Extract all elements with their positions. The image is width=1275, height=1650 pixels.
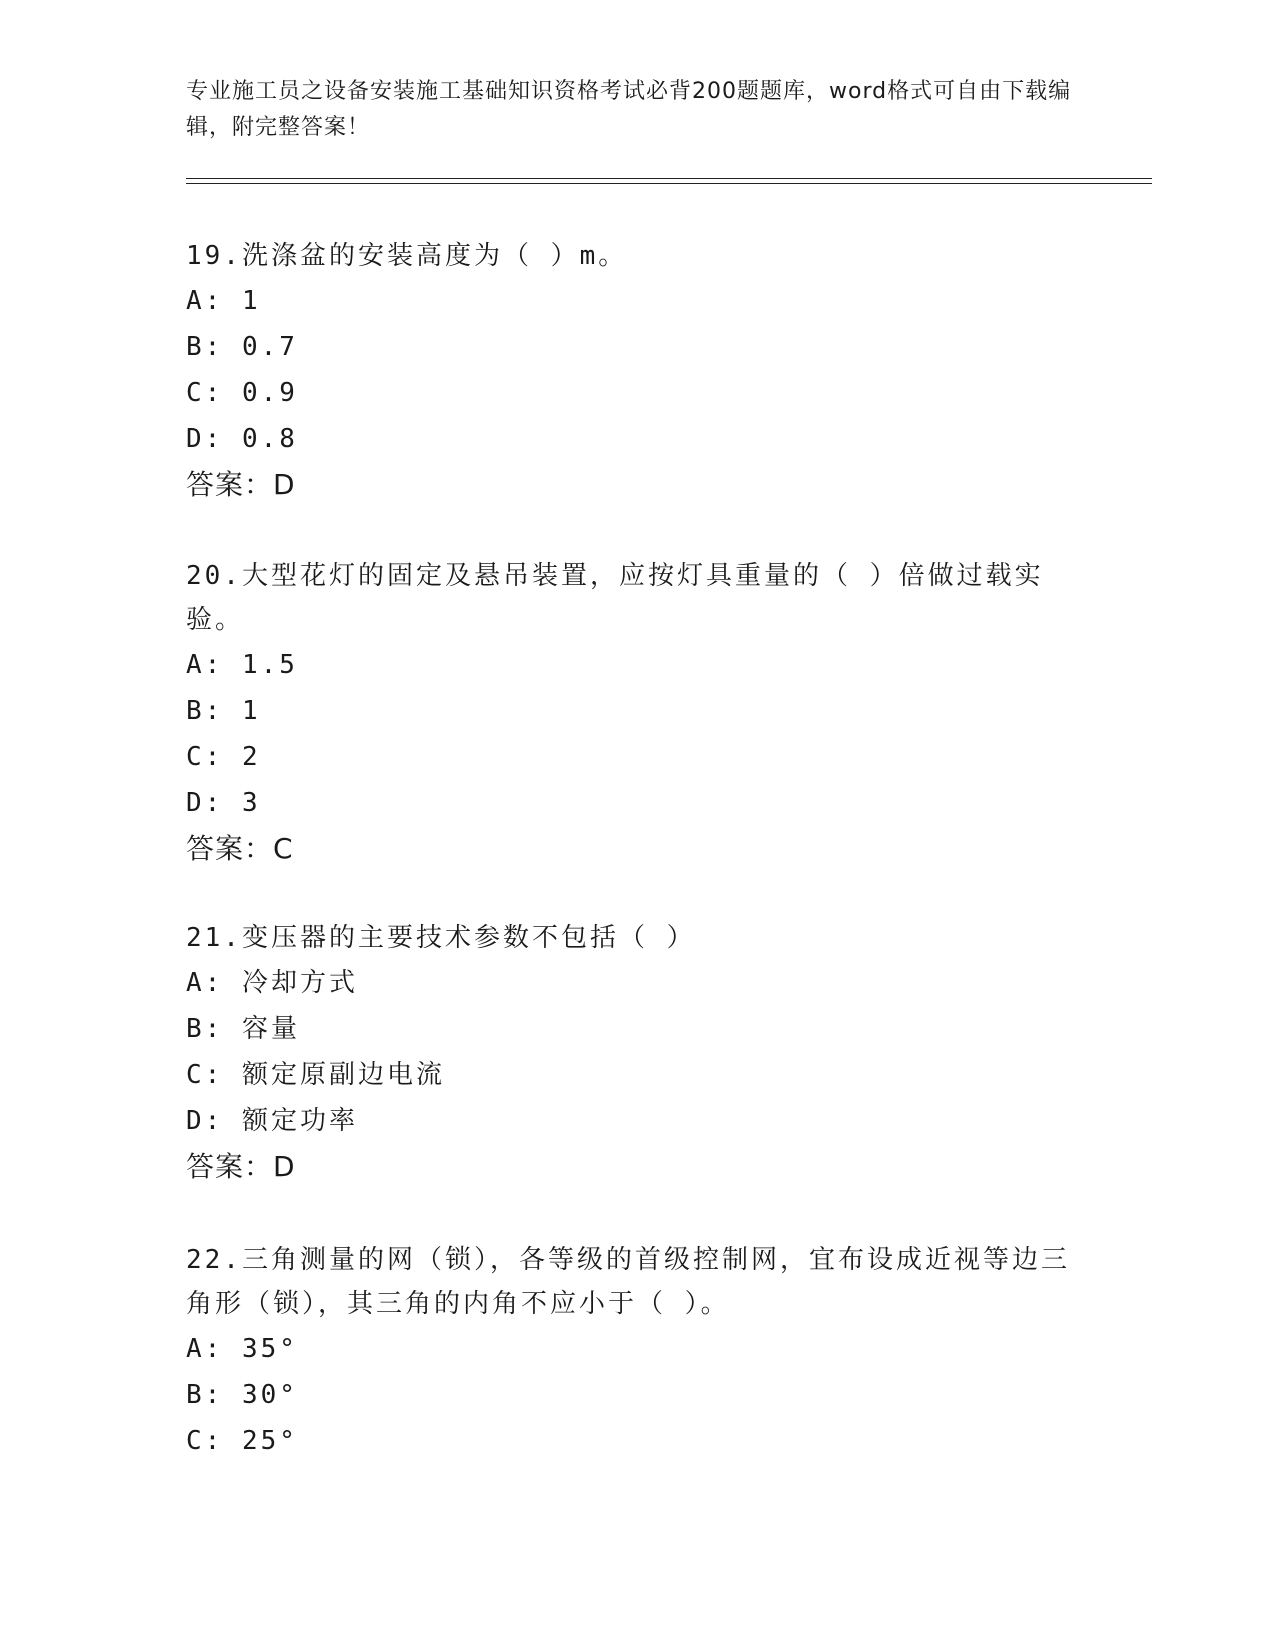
question-22 bbox=[186, 1238, 1086, 1464]
question-20 bbox=[186, 554, 1086, 872]
option-d: D: 0.8 bbox=[186, 424, 298, 454]
option-b: B: 0.7 bbox=[186, 332, 298, 362]
header-rule-top bbox=[186, 178, 1152, 179]
option-c: C: 2 bbox=[186, 742, 261, 772]
option-c: C: 额定原副边电流 bbox=[186, 1060, 445, 1090]
option-a: A: 冷却方式 bbox=[186, 968, 358, 998]
option-b: B: 30° bbox=[186, 1380, 298, 1410]
option-d: D: 额定功率 bbox=[186, 1106, 358, 1136]
option-d: D: 3 bbox=[186, 788, 261, 818]
answer: 答案：C bbox=[186, 832, 294, 865]
option-a: A: 35° bbox=[186, 1334, 298, 1364]
question-stem: 19.洗涤盆的安装高度为（ ）m。 bbox=[186, 241, 628, 271]
answer: 答案：D bbox=[186, 1150, 296, 1183]
option-b: B: 容量 bbox=[186, 1014, 300, 1044]
question-stem: 22.三角测量的网（锁），各等级的首级控制网，宜布设成近视等边三角形（锁），其三角的内角不应小于（ ）。 bbox=[186, 1245, 1070, 1319]
option-c: C: 0.9 bbox=[186, 378, 298, 408]
option-c: C: 25° bbox=[186, 1426, 298, 1456]
document-header bbox=[186, 74, 1086, 146]
header-title: 专业施工员之设备安装施工基础知识资格考试必背200题题库，word格式可自由下载编辑，附完整答案！ bbox=[186, 79, 1072, 140]
option-a: A: 1 bbox=[186, 286, 261, 316]
option-a: A: 1.5 bbox=[186, 650, 298, 680]
answer: 答案：D bbox=[186, 468, 296, 501]
question-stem: 20.大型花灯的固定及悬吊装置，应按灯具重量的（ ）倍做过载实验。 bbox=[186, 561, 1044, 635]
question-19 bbox=[186, 234, 1086, 508]
header-rule-bottom bbox=[186, 183, 1152, 184]
question-stem: 21.变压器的主要技术参数不包括（ ） bbox=[186, 923, 696, 953]
question-21 bbox=[186, 916, 1086, 1190]
option-b: B: 1 bbox=[186, 696, 261, 726]
